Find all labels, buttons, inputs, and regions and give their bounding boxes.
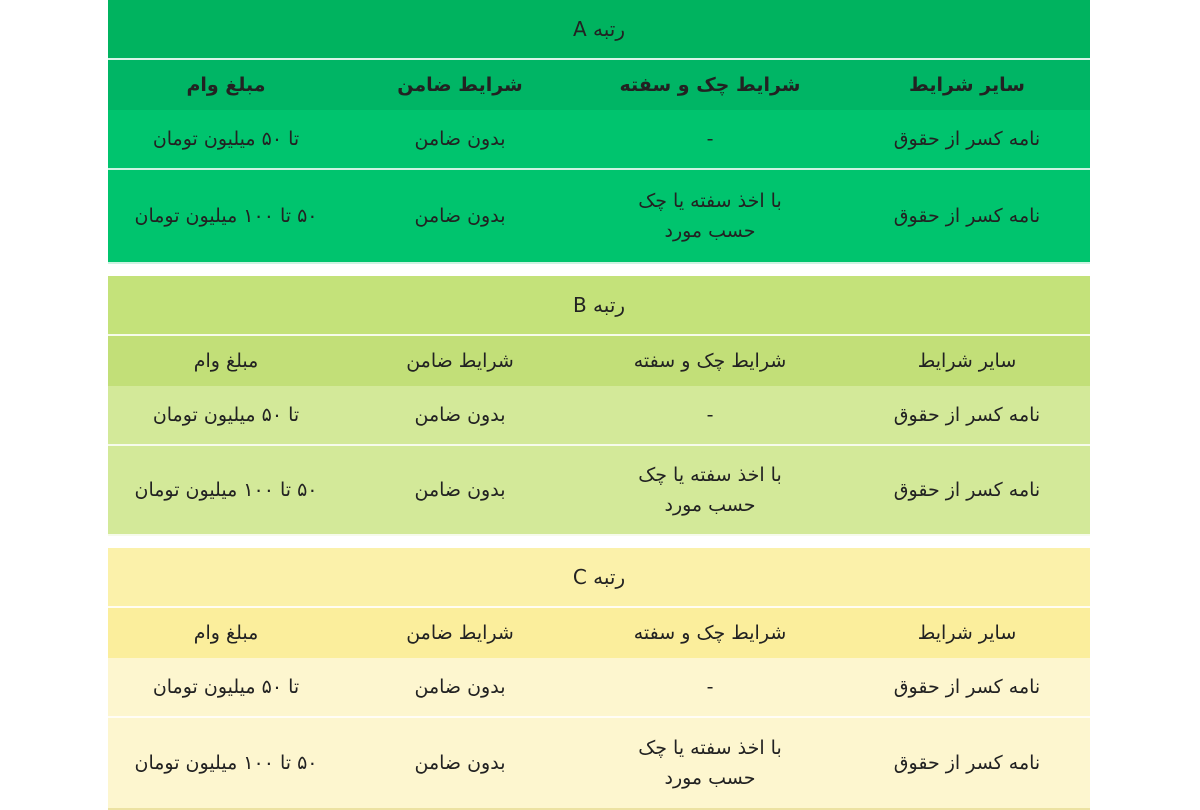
cell-other: نامه کسر از حقوق: [893, 675, 1041, 698]
tier-b-section: [108, 276, 1090, 536]
cell-amount: ۵۰ تا ۱۰۰ میلیون تومان: [134, 478, 318, 501]
header-other: سایر شرایط: [909, 73, 1025, 96]
header-guarantor: شرایط ضامن: [406, 349, 514, 372]
cell-amount: ۵۰ تا ۱۰۰ میلیون تومان: [134, 204, 318, 227]
cell-cheque: [576, 460, 844, 521]
header-guarantor: شرایط ضامن: [397, 73, 523, 96]
header-cheque: شرایط چک و سفته: [633, 621, 787, 644]
tier-a-title: رتبه A: [108, 0, 1090, 60]
cell-cheque: [576, 733, 844, 794]
cell-cheque-line2: حسب مورد: [664, 767, 756, 789]
tier-c-header-row: [108, 608, 1090, 658]
header-other: سایر شرایط: [917, 349, 1017, 372]
cell-cheque-line1: با اخذ سفته یا چک: [638, 463, 782, 486]
cell-cheque-line2: حسب مورد: [664, 494, 756, 516]
table-row: [108, 110, 1090, 170]
tier-b-title: رتبه B: [108, 276, 1090, 336]
cell-amount: ۵۰ تا ۱۰۰ میلیون تومان: [134, 751, 318, 774]
cell-guarantor: بدون ضامن: [414, 127, 506, 150]
header-guarantor: شرایط ضامن: [406, 621, 514, 644]
header-cheque: شرایط چک و سفته: [619, 73, 801, 96]
table-row: [108, 170, 1090, 264]
cell-cheque: -: [706, 403, 714, 426]
cell-other: نامه کسر از حقوق: [893, 403, 1041, 426]
header-amount: مبلغ وام: [193, 349, 259, 372]
cell-cheque-line1: با اخذ سفته یا چک: [638, 189, 782, 212]
table-row: [108, 718, 1090, 810]
cell-guarantor: بدون ضامن: [414, 675, 506, 698]
header-other: سایر شرایط: [917, 621, 1017, 644]
cell-other: نامه کسر از حقوق: [893, 751, 1041, 774]
cell-cheque: -: [706, 675, 714, 698]
cell-amount: تا ۵۰ میلیون تومان: [152, 675, 300, 698]
table-row: [108, 386, 1090, 446]
tier-a-section: [108, 0, 1090, 264]
header-amount: مبلغ وام: [193, 621, 259, 644]
header-cheque: شرایط چک و سفته: [633, 349, 787, 372]
cell-guarantor: بدون ضامن: [414, 478, 506, 501]
table-row: [108, 658, 1090, 718]
cell-guarantor: بدون ضامن: [414, 751, 506, 774]
cell-other: نامه کسر از حقوق: [893, 478, 1041, 501]
cell-guarantor: بدون ضامن: [414, 403, 506, 426]
cell-amount: تا ۵۰ میلیون تومان: [152, 403, 300, 426]
tier-c-title: رتبه C: [108, 548, 1090, 608]
tier-a-header-row: [108, 60, 1090, 110]
header-amount: مبلغ وام: [186, 73, 266, 96]
tier-b-header-row: [108, 336, 1090, 386]
cell-cheque-line1: با اخذ سفته یا چک: [638, 736, 782, 759]
cell-guarantor: بدون ضامن: [414, 204, 506, 227]
cell-cheque: -: [706, 127, 714, 150]
cell-other: نامه کسر از حقوق: [893, 127, 1041, 150]
cell-amount: تا ۵۰ میلیون تومان: [152, 127, 300, 150]
loan-tiers-table: [108, 0, 1090, 810]
cell-cheque: [576, 186, 844, 247]
cell-other: نامه کسر از حقوق: [893, 204, 1041, 227]
cell-cheque-line2: حسب مورد: [664, 220, 756, 242]
table-row: [108, 446, 1090, 536]
tier-c-section: [108, 548, 1090, 810]
